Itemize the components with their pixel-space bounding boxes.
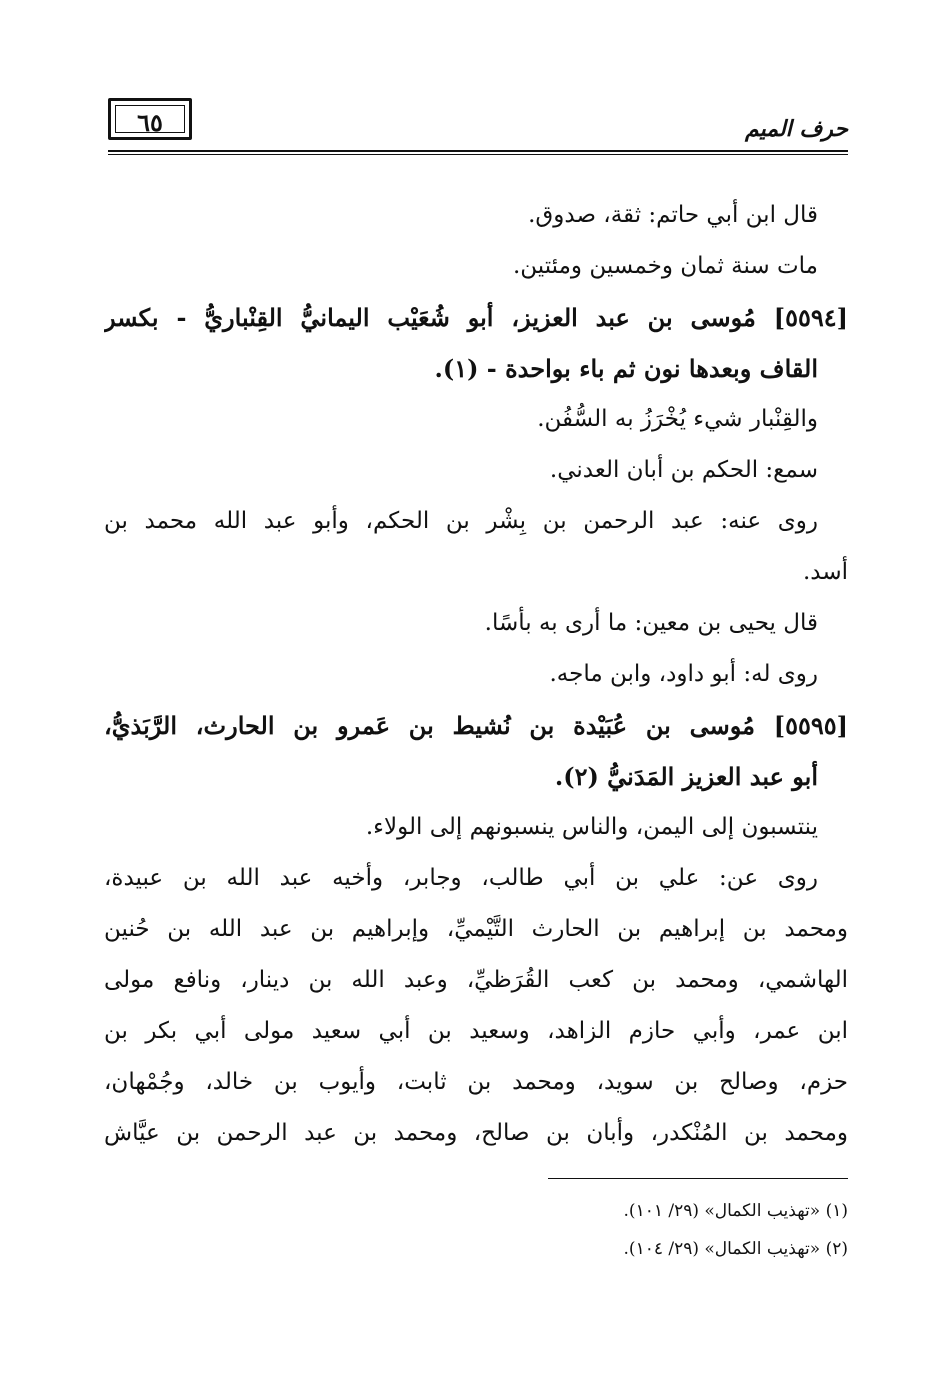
text-line: ومحمد بن إبراهيم بن الحارث التَّيْميِّ، وإبراهيم بن عبد الله بن حُنين bbox=[104, 916, 848, 942]
footnote-1: (١) «تهذيب الكمال» (٢٩/ ١٠١). bbox=[623, 1201, 848, 1221]
text-line: ابن عمر، وأبي حازم الزاهد، وسعيد بن أبي سعيد مولى أبي بكر بن bbox=[104, 1018, 848, 1044]
main-text bbox=[104, 190, 848, 1159]
header-rule-thin bbox=[108, 154, 848, 155]
running-title: حرف الميم bbox=[744, 116, 848, 142]
text-line: قال ابن أبي حاتم: ثقة، صدوق. bbox=[528, 202, 818, 228]
text-line: الهاشمي، ومحمد بن كعب القُرَظيِّ، وعبد الله بن دينار، ونافع مولى bbox=[104, 967, 848, 993]
page-number-box bbox=[108, 98, 192, 140]
text-line: روى عنه: عبد الرحمن بن بِشْر بن الحكم، وأبو عبد الله محمد بن bbox=[104, 508, 818, 534]
header-rule bbox=[108, 150, 848, 152]
page-number: ٦٥ bbox=[137, 108, 163, 137]
entry-heading-5594-cont: القاف وبعدها نون ثم باء بواحدة - (١). bbox=[434, 354, 818, 383]
entry-heading-5595: [٥٥٩٥] مُوسى بن عُبَيْدة بن نُشيط بن عَمرو بن الحارث، الرَّبَذيُّ، bbox=[104, 711, 848, 740]
text-line: ومحمد بن المُنْكدر، وأبان بن صالح، ومحمد بن عبد الرحمن بن عيَّاش bbox=[104, 1120, 848, 1146]
text-line: قال يحيى بن معين: ما أرى به بأسًا. bbox=[484, 610, 818, 636]
text-line: حزم، وصالح بن سويد، ومحمد بن ثابت، وأيوب بن خالد، وجُمْهان، bbox=[104, 1069, 848, 1095]
footnote-2: (٢) «تهذيب الكمال» (٢٩/ ١٠٤). bbox=[623, 1239, 848, 1259]
text-line: والقِنْبار شيء يُخْرَزُ به السُّفُن. bbox=[537, 406, 818, 432]
footnotes bbox=[248, 1192, 848, 1268]
text-line: روى عن: علي بن أبي طالب، وجابر، وأخيه عبد الله بن عبيدة، bbox=[104, 865, 818, 891]
entry-heading-5594: [٥٥٩٤] مُوسى بن عبد العزيز، أبو شُعَيْب اليمانيُّ القِنْباريُّ - بكسر bbox=[104, 303, 848, 332]
text-line: ينتسبون إلى اليمن، والناس ينسبونهم إلى الولاء. bbox=[365, 814, 818, 840]
text-line: سمع: الحكم بن أبان العدني. bbox=[549, 457, 818, 483]
text-line: روى له: أبو داود، وابن ماجه. bbox=[549, 661, 818, 687]
text-line: أسد. bbox=[802, 559, 848, 585]
footnote-rule bbox=[548, 1178, 848, 1179]
text-line: مات سنة ثمان وخمسين ومئتين. bbox=[512, 253, 818, 279]
entry-heading-5595-cont: أبو عبد العزيز المَدَنيُّ (٢). bbox=[554, 762, 818, 791]
